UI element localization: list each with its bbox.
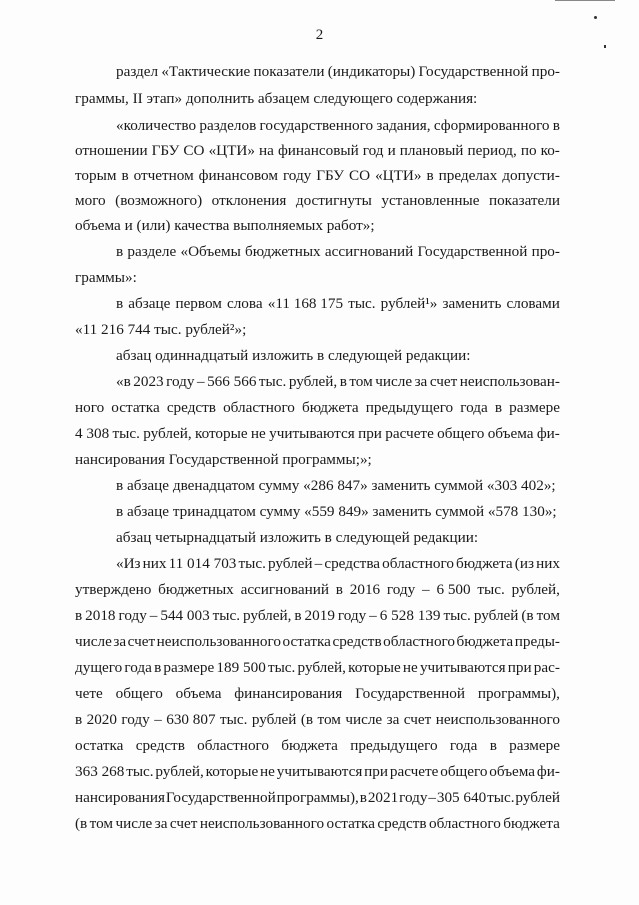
word: счет [403, 711, 432, 728]
text-line [75, 424, 560, 444]
word: рас- [533, 659, 560, 676]
word: том [89, 815, 114, 832]
word: в [335, 581, 343, 598]
word: тыс. [220, 711, 248, 728]
word: абзаце [128, 295, 171, 312]
text-line [75, 606, 560, 626]
word: году [282, 167, 312, 184]
text-line [75, 580, 560, 600]
word: рублей, [243, 607, 292, 624]
word: неиспользованного [199, 815, 325, 832]
word: 4 308 [75, 425, 110, 442]
text-line [75, 814, 560, 834]
text-line: «11 216 744 тыс. рублей²»; [75, 321, 247, 338]
word: ГБУ [316, 167, 344, 184]
word: рублей, [143, 425, 192, 442]
word: остатка [75, 737, 124, 754]
word: дущего [75, 659, 123, 676]
word: разделов [199, 117, 257, 134]
text-line [75, 191, 560, 211]
word: предыдущего [365, 399, 454, 416]
word: счет [429, 373, 458, 390]
word: в [121, 167, 129, 184]
word: бюджета [456, 555, 513, 572]
scan-mark [604, 45, 606, 48]
word: (возможного) [115, 192, 203, 209]
word: фи- [536, 425, 560, 442]
word: средств [166, 399, 216, 416]
text-line [75, 166, 560, 186]
word: в [75, 711, 83, 728]
word: рублей [251, 711, 297, 728]
word: размере [509, 737, 560, 754]
word: 630 807 [166, 711, 216, 728]
word: не [250, 425, 266, 442]
word: году [399, 789, 428, 806]
scan-mark [555, 0, 615, 1]
word: в [116, 243, 124, 260]
text-line [75, 632, 560, 652]
word: рублей¹» [380, 295, 438, 312]
word: том [349, 373, 373, 390]
word: 6 500 [436, 581, 471, 598]
word: в [489, 737, 497, 754]
word: нансирования [75, 789, 166, 806]
word: года [460, 399, 488, 416]
word: в [116, 295, 124, 312]
word: объема [487, 425, 534, 442]
word: бюджетных [158, 581, 234, 598]
word: года [449, 737, 478, 754]
word: мого [75, 192, 106, 209]
word: числе [75, 633, 112, 650]
word: областного [223, 399, 295, 416]
word: неиспользованного [435, 711, 560, 728]
word: году [337, 607, 367, 624]
word: (в [521, 607, 534, 624]
word: рублей, [288, 373, 338, 390]
word: счет [169, 815, 198, 832]
word: на [259, 142, 274, 159]
word: в [154, 659, 162, 676]
word: средств [332, 633, 382, 650]
word: числе [375, 373, 413, 390]
word: 2023 [133, 373, 164, 390]
word: раздел [116, 63, 159, 80]
word: тыс. [126, 763, 154, 780]
word: показатели [488, 192, 560, 209]
word: 11 014 703 [168, 555, 237, 572]
word: областного [197, 737, 269, 754]
word: и [387, 142, 396, 159]
text-line: абзац четырнадцатый изложить в следующей редакции: [116, 529, 479, 546]
word: расчете [389, 763, 439, 780]
word: бюджета [503, 815, 560, 832]
word: года [124, 659, 152, 676]
text-line [75, 398, 560, 418]
word: объема [489, 763, 536, 780]
word: за [113, 633, 127, 650]
word: учитываются [419, 659, 506, 676]
word: при [507, 659, 532, 676]
word: 2020 [86, 711, 117, 728]
word: общего [440, 763, 488, 780]
word: установленные [381, 192, 480, 209]
word: размере [509, 399, 560, 416]
word: в [339, 373, 347, 390]
word: 2016 [349, 581, 381, 598]
word: (из [514, 555, 534, 572]
word: том [536, 607, 560, 624]
word: программы), [276, 789, 359, 806]
word: фи- [536, 763, 560, 780]
word: 2018 [85, 607, 116, 624]
word: – [149, 607, 158, 624]
text-line [116, 116, 560, 136]
text-line: в абзаце тринадцатом сумму «559 849» заменить суммой «578 130»; [116, 503, 557, 520]
word: – [422, 581, 430, 598]
word: предыдущего [350, 737, 438, 754]
text-line: абзац одиннадцатый изложить в следующей редакции: [116, 347, 471, 364]
text-line [116, 294, 560, 314]
word: которые [194, 425, 248, 442]
word: – [196, 373, 205, 390]
word: ного [75, 399, 105, 416]
word: в [494, 399, 503, 416]
word: – [314, 555, 323, 572]
word: общего [437, 425, 485, 442]
word: бюджетных [245, 243, 321, 260]
word: году [166, 373, 195, 390]
word: СО [183, 142, 205, 159]
word: средств [135, 737, 185, 754]
word: (индикаторы) [327, 63, 416, 80]
word: «11 168 175 [267, 295, 344, 312]
word: рублей [473, 607, 519, 624]
scan-mark [594, 16, 597, 19]
text-line [75, 141, 560, 161]
word: размере [163, 659, 215, 676]
word: плановый [399, 142, 464, 159]
word: Государственной [355, 685, 465, 702]
text-line [116, 62, 560, 82]
word: достигнуты [295, 192, 372, 209]
word: неиспользован- [459, 373, 560, 390]
word: средств [377, 815, 427, 832]
word: утверждено [75, 581, 152, 598]
word: остатка [326, 815, 375, 832]
text-line [75, 658, 560, 678]
word: за [386, 711, 400, 728]
word: рублей [267, 555, 313, 572]
word: тыс. [477, 581, 505, 598]
word: остатка [111, 399, 160, 416]
word: объема [175, 685, 222, 702]
text-line: в абзаце двенадцатом сумму «286 847» заменить суммой «303 402»; [116, 477, 556, 494]
word: за [154, 815, 168, 832]
word: программы), [477, 685, 560, 702]
word: торым [75, 167, 117, 184]
word: том [317, 711, 341, 728]
word: счет [127, 633, 156, 650]
word: по [520, 142, 537, 159]
word: Государственной [165, 789, 276, 806]
word: СО [348, 167, 371, 184]
word: допусти- [502, 167, 560, 184]
text-line [75, 736, 560, 756]
word: преды- [514, 633, 560, 650]
word: в [75, 607, 83, 624]
word: про- [531, 63, 560, 80]
word: за [414, 373, 428, 390]
word: словами [506, 295, 560, 312]
word: отношении [75, 142, 148, 159]
word: пределах [438, 167, 498, 184]
word: не [260, 763, 275, 780]
word: рублей [515, 789, 560, 806]
word: областного [428, 815, 501, 832]
word: которые [348, 659, 401, 676]
text-line: граммы»: [75, 269, 137, 286]
word: в [552, 117, 560, 134]
word: «Объемы [180, 243, 241, 260]
word: «в [116, 373, 131, 390]
word: ассигнований [324, 243, 414, 260]
word: чете [75, 685, 103, 702]
word: год [362, 142, 384, 159]
text-line [75, 710, 560, 730]
word: показатели [253, 63, 325, 80]
text-line: граммы, II этап» дополнить абзацем следующего содержания: [75, 90, 478, 107]
word: областного [383, 633, 455, 650]
word: Государственной [418, 63, 529, 80]
word: ассигнований [240, 581, 329, 598]
word: «количество [116, 117, 197, 134]
word: средства [324, 555, 381, 572]
word: неиспользованного [156, 633, 281, 650]
word: Государственной [417, 243, 528, 260]
word: числе [345, 711, 383, 728]
word: тыс. [348, 295, 376, 312]
word: финансовом [198, 167, 278, 184]
word: – [369, 607, 377, 624]
word: рублей, [155, 763, 204, 780]
word: них [142, 555, 167, 572]
word: «Тактические [161, 63, 251, 80]
text-line: объема и (или) качества выполняемых работ»; [75, 217, 375, 234]
word: отчетном [133, 167, 194, 184]
word: слова [226, 295, 263, 312]
word: тыс. [212, 607, 241, 624]
word: учитываются [269, 425, 355, 442]
word: году [121, 711, 150, 728]
word: ко- [540, 142, 560, 159]
word: расчете [385, 425, 434, 442]
word: государственного [259, 117, 374, 134]
word: отклонения [211, 192, 287, 209]
word: рублей, [297, 659, 346, 676]
word: – [154, 711, 162, 728]
word: 544 003 [160, 607, 210, 624]
word: 305 640 [436, 789, 487, 806]
word: сформированного [433, 117, 550, 134]
word: первом [175, 295, 222, 312]
word: при [364, 763, 389, 780]
word: «ЦТИ» [375, 167, 422, 184]
page-number: 2 [315, 27, 324, 43]
word: финансирования [234, 685, 343, 702]
word: 566 566 [207, 373, 257, 390]
word: бюджета [302, 399, 359, 416]
word: 2021 [367, 789, 399, 806]
word: бюджета [281, 737, 338, 754]
word: тыс. [112, 425, 140, 442]
word: учитываются [276, 763, 363, 780]
word: ГБУ [151, 142, 180, 159]
word: бюджета [456, 633, 514, 650]
word: тыс. [258, 373, 287, 390]
word: разделе [127, 243, 177, 260]
word: остатка [282, 633, 331, 650]
text-line [75, 788, 560, 808]
word: в [426, 167, 434, 184]
word: году [118, 607, 147, 624]
word: задания, [376, 117, 431, 134]
word: заменить [442, 295, 502, 312]
word: 189 500 [216, 659, 266, 676]
word: числе [115, 815, 153, 832]
word: тыс. [443, 607, 471, 624]
word: общего [115, 685, 163, 702]
text-line [116, 554, 560, 574]
word: (в [75, 815, 88, 832]
word: (в [300, 711, 314, 728]
word: тыс. [238, 555, 266, 572]
word: 6 528 139 [379, 607, 441, 624]
word: про- [531, 243, 560, 260]
text-line [116, 372, 560, 392]
word: при [358, 425, 382, 442]
text-line [116, 242, 560, 262]
word: тыс. [267, 659, 296, 676]
word: период, [467, 142, 517, 159]
word: рублей, [511, 581, 560, 598]
text-line [75, 762, 560, 782]
word: году [386, 581, 416, 598]
word: не [402, 659, 418, 676]
word: – [428, 789, 436, 806]
word: в [359, 789, 367, 806]
text-line: нансирования Государственной программы;»; [75, 451, 372, 468]
word: 363 268 [75, 763, 125, 780]
word: которые [205, 763, 259, 780]
word: тыс. [487, 789, 515, 806]
word: них [536, 555, 560, 572]
word: «Из [116, 555, 141, 572]
word: в [294, 607, 302, 624]
word: «ЦТИ» [208, 142, 255, 159]
word: 2019 [304, 607, 335, 624]
word: финансовый [277, 142, 359, 159]
text-line [75, 684, 560, 704]
word: областного [382, 555, 454, 572]
